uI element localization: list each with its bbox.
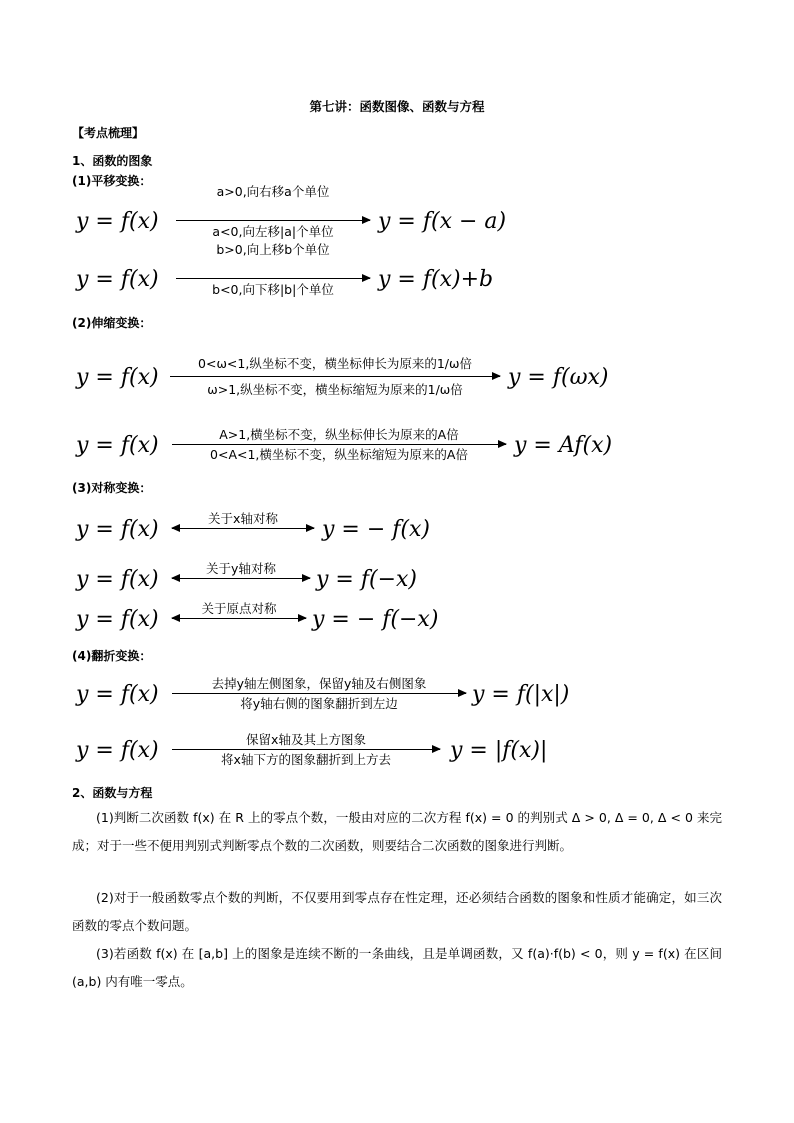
formula-lhs: y = f(x) (76, 607, 159, 632)
arrow-label-above: a>0,向右移a个单位 (216, 184, 330, 199)
formula-rhs: y = f(x − a) (378, 209, 507, 234)
formula-lhs: y = f(x) (76, 209, 159, 234)
section-2-title: 2、函数与方程 (72, 786, 153, 800)
page-title: 第七讲：函数图像、函数与方程 (309, 99, 485, 114)
paragraph-1 (72, 804, 722, 860)
arrow-label-below: 将x轴下方的图象翻折到上方去 (221, 752, 391, 767)
arrow-label-above: 关于x轴对称 (208, 511, 278, 526)
formula-lhs: y = f(x) (76, 567, 159, 592)
double-arrow-icon (172, 511, 314, 529)
formula-lhs: y = f(x) (76, 682, 159, 707)
right-arrow-icon (176, 184, 370, 239)
arrow-label-below: 0<A<1,横坐标不变，纵坐标缩短为原来的A倍 (210, 447, 468, 462)
formula-rhs: y = f(−x) (316, 567, 417, 592)
formula-lhs: y = f(x) (76, 517, 159, 542)
double-arrow-icon (172, 601, 306, 619)
formula-lhs: y = f(x) (76, 267, 159, 292)
paragraph-3 (72, 940, 722, 996)
symmetry-heading: (3)对称变换： (72, 481, 152, 495)
paragraph-1-text: (1)判断二次函数 f(x) 在 R 上的零点个数，一般由对应的二次方程 f(x) = 0 的判别式 Δ > 0, Δ = 0, Δ < 0 来完成；对于一些不便用判别式判断零点个数的二次函数，则要结合二次函数的图象进行判断。 (72, 810, 722, 853)
right-arrow-icon (170, 356, 500, 397)
flip-heading: (4)翻折变换： (72, 649, 152, 663)
formula-rhs: y = f(x)+b (378, 267, 494, 292)
section-1-title: 1、函数的图象 (72, 154, 153, 168)
arrow-label-above: 保留x轴及其上方图象 (246, 732, 366, 747)
arrow-label-below: a<0,向左移|a|个单位 (212, 224, 334, 239)
right-arrow-icon (176, 242, 370, 297)
arrow-label-above: A>1,横坐标不变，纵坐标伸长为原来的A倍 (219, 427, 459, 442)
formula-rhs: y = f(ωx) (508, 365, 609, 390)
formula-lhs: y = f(x) (76, 433, 159, 458)
arrow-label-above: b>0,向上移b个单位 (216, 242, 330, 257)
arrow-label-above: 去掉y轴左侧图象，保留y轴及右侧图象 (211, 676, 427, 691)
formula-rhs: y = |f(x)| (450, 738, 548, 763)
arrow-label-above: 0<ω<1,纵坐标不变，横坐标伸长为原来的1/ω倍 (198, 356, 472, 371)
right-arrow-icon (172, 676, 466, 711)
arrow-label-below: 将y轴右侧的图象翻折到左边 (240, 696, 398, 711)
arrow-label-above: 关于原点对称 (201, 601, 277, 616)
translate-heading: (1)平移变换： (72, 174, 152, 188)
formula-rhs: y = f(|x|) (472, 682, 570, 707)
right-arrow-icon (172, 427, 506, 462)
formula-lhs: y = f(x) (76, 738, 159, 763)
paragraph-3-text: (3)若函数 f(x) 在 [a,b] 上的图象是连续不断的一条曲线，且是单调函数，又 f(a)·f(b) < 0，则 y = f(x) 在区间 (a,b) 内有唯一零点。 (72, 946, 722, 989)
paragraph-2-text: (2)对于一般函数零点个数的判断，不仅要用到零点存在性定理，还必须结合函数的图象和性质才能确定，如三次函数的零点个数问题。 (72, 890, 722, 933)
double-arrow-icon (172, 561, 310, 579)
arrow-label-above: 关于y轴对称 (206, 561, 276, 576)
formula-lhs: y = f(x) (76, 365, 159, 390)
section-header: 【考点梳理】 (72, 126, 145, 140)
formula-rhs: y = Af(x) (514, 433, 613, 458)
arrow-label-below: ω>1,纵坐标不变，横坐标缩短为原来的1/ω倍 (207, 382, 463, 397)
paragraph-2 (72, 884, 722, 940)
right-arrow-icon (172, 732, 440, 767)
formula-rhs: y = − f(x) (322, 517, 430, 542)
arrow-label-below: b<0,向下移|b|个单位 (212, 282, 334, 297)
formula-rhs: y = − f(−x) (312, 607, 439, 632)
stretch-heading: (2)伸缩变换： (72, 316, 152, 330)
